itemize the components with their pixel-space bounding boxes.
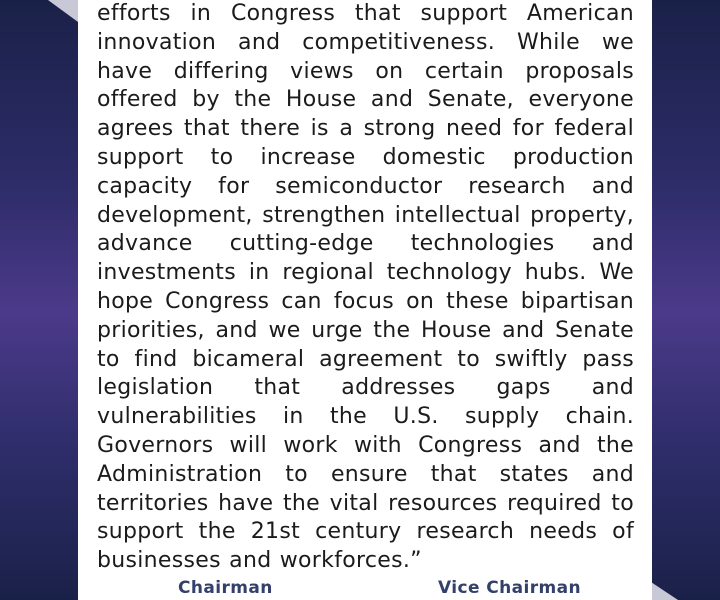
statement-body-text: efforts in Congress that support American innovation and competitiveness. While we have differing views on certain proposals offered by the House and Senate, everyone agrees that there is a strong need for federal support to increase domestic production capacity for semiconductor research and development, strengthen intellectual property, advance cutting-edge technologies and investments in regional technology hubs. We hope Congress can focus on these bipartisan priorities, and we urge the House and Senate to find bicameral agreement to swiftly pass legislation that addresses gaps and vulnerabilities in the U.S. supply chain. Governors will work with Congress and the Administration to ensure that states and territories have the vital resources required to support the 21st century research needs of businesses and workforces.” (97, 1, 634, 574)
chairman-title: Chairman (178, 578, 273, 598)
vice-chairman-title: Vice Chairman (438, 578, 581, 598)
signature-block (78, 578, 652, 600)
statement-card (78, 0, 652, 600)
